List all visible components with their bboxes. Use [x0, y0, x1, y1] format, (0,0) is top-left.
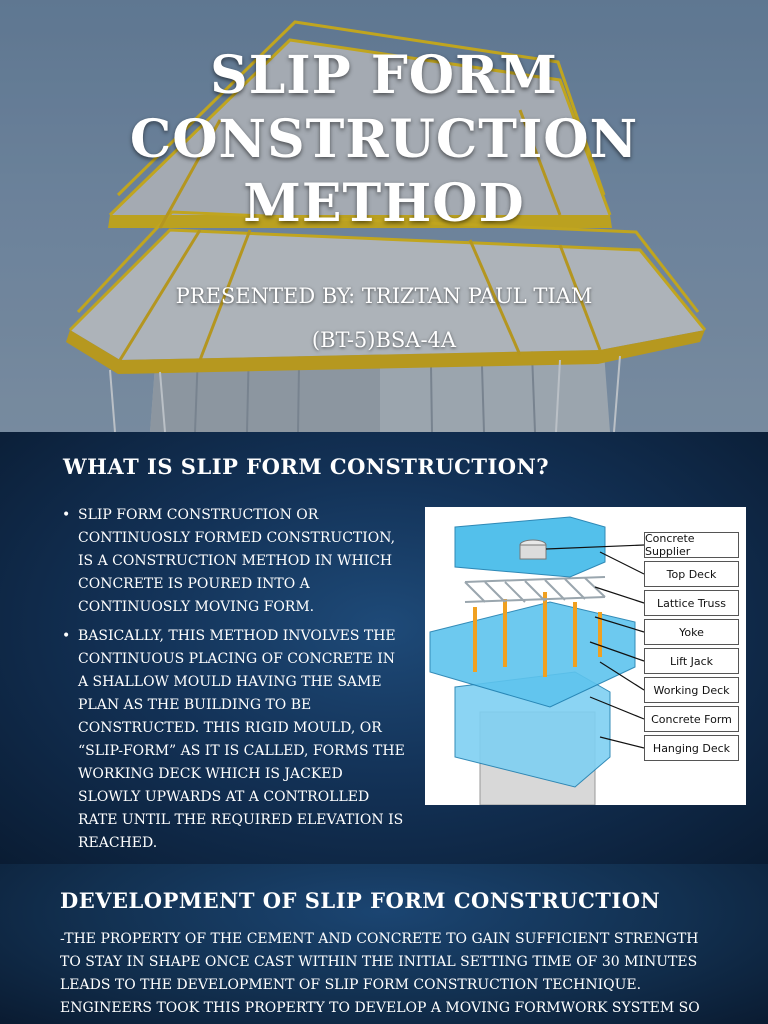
diagram-label: Working Deck: [644, 677, 739, 703]
bullet-list: [62, 504, 407, 861]
bullet-item: [62, 504, 407, 619]
diagram-label: Hanging Deck: [644, 735, 739, 761]
diagram-label: Lift Jack: [644, 648, 739, 674]
diagram-label: Concrete Supplier: [644, 532, 739, 558]
slipform-diagram: [425, 507, 746, 805]
slide-title: [0, 44, 768, 236]
diagram-label: Lattice Truss: [644, 590, 739, 616]
definition-slide: [0, 432, 768, 864]
title-line: CONSTRUCTION: [129, 109, 639, 170]
slide-paragraph: -THE PROPERTY OF THE CEMENT AND CONCRETE TO GAIN SUFFICIENT STRENGTH TO STAY IN SHAPE ONCE CAST WITHIN THE INITIAL SETTING TIME OF 30 MINUTES LEADS TO THE DEVELOPMENT OF SLIP FORM CONSTRUCTION TECHNIQUE. ENGINEERS TOOK THIS PROPERTY TO DEVELOP A MOVING FORMWORK SYSTEM SO: [60, 931, 700, 1016]
title-slide: [0, 0, 768, 432]
development-slide: [0, 864, 768, 1024]
title-line: SLIP FORM: [210, 45, 558, 106]
bullet-text: SLIP FORM CONSTRUCTION OR CONTINUOSLY FORMED CONSTRUCTION, IS A CONSTRUCTION METHOD IN WHICH CONCRETE IS POURED INTO A CONTINUOSLY MOVING FORM.: [78, 507, 396, 615]
slide-heading: DEVELOPMENT OF SLIP FORM CONSTRUCTION: [60, 888, 661, 913]
title-line: METHOD: [243, 173, 525, 234]
bullet-text: BASICALLY, THIS METHOD INVOLVES THE CONTINUOUS PLACING OF CONCRETE IN A SHALLOW MOULD HAVING THE SAME PLAN AS THE BUILDING TO BE CONSTRUCTED. THIS RIGID MOULD, OR “SLIP-FORM” AS IT IS CALLED, FORMS THE WORKING DECK WHICH IS JACKED SLOWLY UPWARDS AT A CONTROLLED RATE UNTIL THE REQUIRED ELEVATION IS REACHED.: [78, 628, 405, 851]
bullet-dot: •: [62, 628, 71, 644]
diagram-label: Top Deck: [644, 561, 739, 587]
bullet-item: [62, 625, 407, 855]
section-line: (BT-5)BSA-4A: [311, 328, 457, 352]
presenter-line: PRESENTED BY: TRIZTAN PAUL TIAM: [175, 284, 593, 308]
diagram-label: Yoke: [644, 619, 739, 645]
diagram-label: Concrete Form: [644, 706, 739, 732]
slide-heading: WHAT IS SLIP FORM CONSTRUCTION?: [63, 454, 550, 479]
bullet-dot: •: [62, 507, 71, 523]
